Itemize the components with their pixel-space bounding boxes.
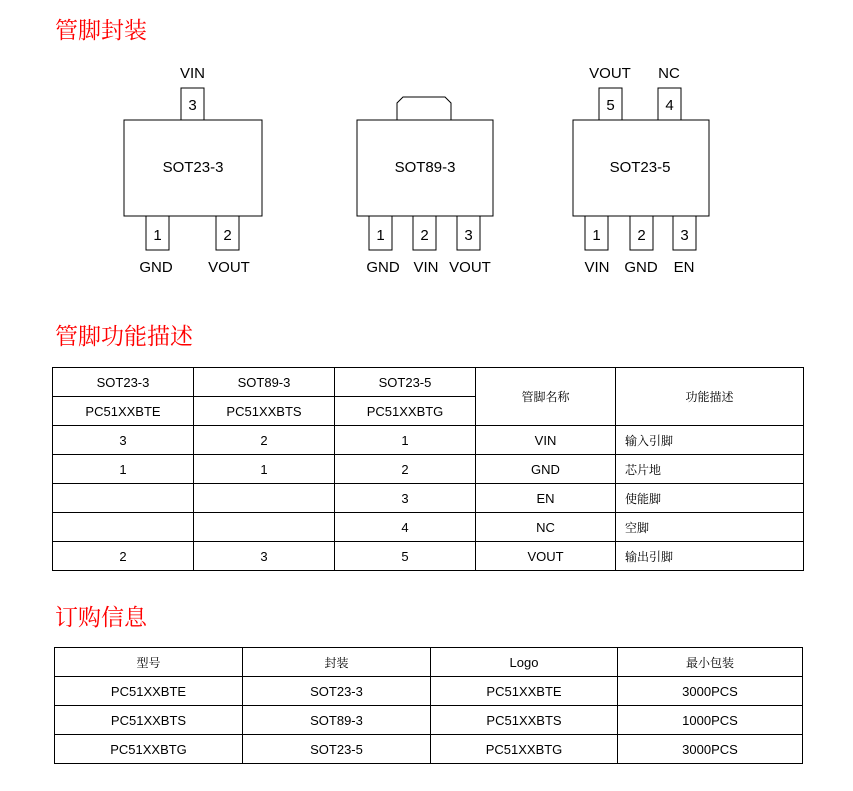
package-diagrams [0, 55, 853, 285]
table-row [53, 513, 804, 542]
cell-package: SOT89-3 [243, 706, 431, 735]
cell-sot23-5: 2 [335, 455, 476, 484]
sot23-5-pin-5-num: 5 [606, 97, 615, 114]
cell-logo: PC51XXBTE [431, 677, 618, 706]
sot23-5-pin-2-label: GND [624, 259, 658, 276]
header-part-bts: PC51XXBTS [194, 397, 335, 426]
sot23-3-pin-2-num: 2 [223, 227, 232, 244]
table-row [53, 484, 804, 513]
sot89-3-pin-1-label: GND [366, 259, 400, 276]
section-heading-pin-function: 管脚功能描述 [55, 324, 193, 350]
cell-pin-name: GND [476, 455, 616, 484]
header-part-btg: PC51XXBTG [335, 397, 476, 426]
table-row [53, 426, 804, 455]
cell-sot89-3 [194, 484, 335, 513]
header-min-pack: 最小包装 [618, 648, 803, 677]
cell-function: 芯片地 [616, 455, 804, 484]
table-row [55, 735, 803, 764]
cell-sot23-3 [53, 484, 194, 513]
header-part-bte: PC51XXBTE [53, 397, 194, 426]
cell-model: PC51XXBTS [55, 706, 243, 735]
sot23-5-pin-4-label: NC [658, 65, 680, 82]
sot89-3-pin-2-num: 2 [420, 227, 429, 244]
sot23-3-pin-1-label: GND [139, 259, 173, 276]
cell-package: SOT23-5 [243, 735, 431, 764]
header-sot89-3: SOT89-3 [194, 368, 335, 397]
sot23-3-pin-1-num: 1 [153, 227, 162, 244]
header-package: 封装 [243, 648, 431, 677]
cell-sot23-3: 2 [53, 542, 194, 571]
cell-function: 空脚 [616, 513, 804, 542]
cell-pin-name: VOUT [476, 542, 616, 571]
section-heading-ordering: 订购信息 [55, 605, 147, 631]
cell-logo: PC51XXBTG [431, 735, 618, 764]
cell-min-pack: 3000PCS [618, 735, 803, 764]
ordering-table [54, 647, 803, 764]
cell-sot23-5: 5 [335, 542, 476, 571]
header-sot23-3: SOT23-3 [53, 368, 194, 397]
sot23-3-pin-3-num: 3 [188, 97, 197, 114]
cell-sot89-3: 1 [194, 455, 335, 484]
cell-function: 使能脚 [616, 484, 804, 513]
sot89-3-pin-3-label: VOUT [449, 259, 491, 276]
header-pin-name: 管脚名称 [476, 368, 616, 426]
cell-sot89-3: 3 [194, 542, 335, 571]
table-header-row [53, 368, 804, 397]
table-row [55, 677, 803, 706]
cell-pin-name: NC [476, 513, 616, 542]
cell-sot23-3 [53, 513, 194, 542]
sot89-3-name: SOT89-3 [394, 159, 456, 176]
table-row [55, 706, 803, 735]
sot89-3-tab [397, 97, 451, 120]
section-heading-pin-package: 管脚封装 [55, 18, 147, 44]
cell-sot89-3 [194, 513, 335, 542]
pin-function-table [52, 367, 804, 571]
sot23-5-pin-3-label: EN [673, 259, 695, 276]
cell-pin-name: EN [476, 484, 616, 513]
sot23-5-pin-4-num: 4 [665, 97, 674, 114]
header-function: 功能描述 [616, 368, 804, 426]
cell-pin-name: VIN [476, 426, 616, 455]
table-row [53, 542, 804, 571]
header-sot23-5: SOT23-5 [335, 368, 476, 397]
sot89-3-pin-1-num: 1 [376, 227, 385, 244]
cell-sot89-3: 2 [194, 426, 335, 455]
cell-sot23-5: 3 [335, 484, 476, 513]
sot23-5-name: SOT23-5 [609, 159, 671, 176]
cell-sot23-5: 1 [335, 426, 476, 455]
sot23-5-pin-5-label: VOUT [589, 65, 631, 82]
header-model: 型号 [55, 648, 243, 677]
cell-sot23-3: 1 [53, 455, 194, 484]
cell-sot23-5: 4 [335, 513, 476, 542]
cell-function: 输出引脚 [616, 542, 804, 571]
sot89-3-pin-2-label: VIN [413, 259, 439, 276]
table-header-row [55, 648, 803, 677]
sot23-3-name: SOT23-3 [162, 159, 224, 176]
cell-model: PC51XXBTE [55, 677, 243, 706]
sot23-3-pin-3-label: VIN [179, 65, 206, 82]
cell-function: 输入引脚 [616, 426, 804, 455]
sot23-5-pin-1-num: 1 [592, 227, 601, 244]
cell-sot23-3: 3 [53, 426, 194, 455]
header-logo: Logo [431, 648, 618, 677]
cell-model: PC51XXBTG [55, 735, 243, 764]
table-row [53, 455, 804, 484]
cell-logo: PC51XXBTS [431, 706, 618, 735]
sot23-3-pin-2-label: VOUT [208, 259, 250, 276]
sot23-5-pin-1-label: VIN [584, 259, 610, 276]
cell-package: SOT23-3 [243, 677, 431, 706]
sot23-5-pin-2-num: 2 [637, 227, 646, 244]
sot89-3-pin-3-num: 3 [464, 227, 473, 244]
cell-min-pack: 3000PCS [618, 677, 803, 706]
sot23-5-pin-3-num: 3 [680, 227, 689, 244]
cell-min-pack: 1000PCS [618, 706, 803, 735]
